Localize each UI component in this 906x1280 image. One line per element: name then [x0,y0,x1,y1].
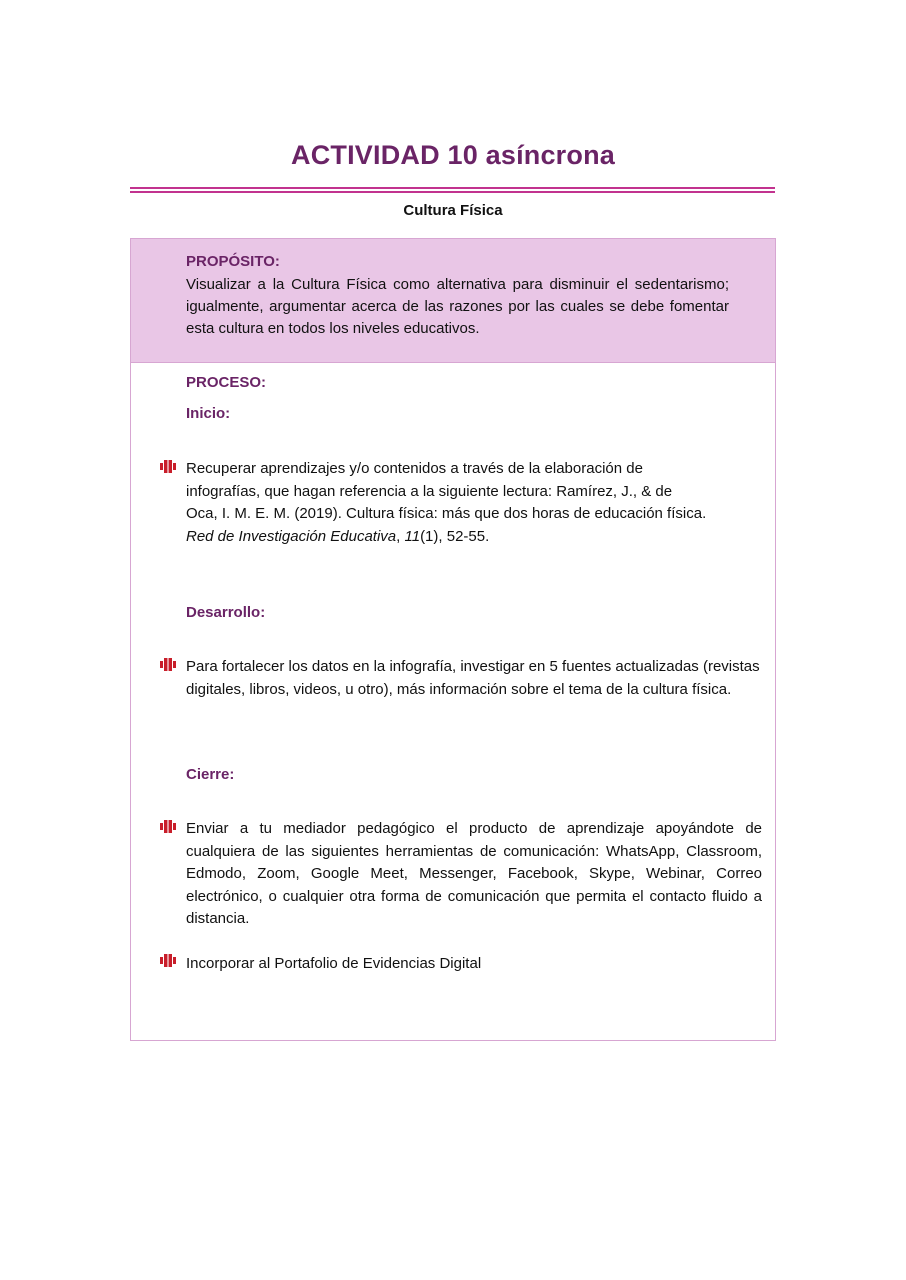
process-heading: PROCESO: [186,374,267,391]
desarrollo-item: Para fortalecer los datos en la infografía, investigar en 5 fuentes actualizadas (revistas digitales, libros, videos, u otro), más información sobre el tema de la cultura física. [186,658,760,698]
subject-title: Cultura Física [403,202,503,219]
red-bullet-icon [160,658,176,672]
citation-pages: (1), 52-55. [420,527,490,545]
journal-name: Red de Investigación Educativa [186,527,397,545]
inicio-item-line: Oca, I. M. E. M. (2019). Cultura física: más que dos horas de educación física. [186,505,707,522]
inicio-item-line: Recuperar aprendizajes y/o contenidos a través de la elaboración de [186,460,643,477]
activity-box [130,238,776,1041]
purpose-section [131,239,775,363]
inicio-item-citation [186,526,762,549]
title-divider-top [130,187,775,189]
red-bullet-icon [160,460,176,474]
page-title: ACTIVIDAD 10 asíncrona [291,140,615,170]
desarrollo-heading: Desarrollo: [186,604,266,621]
title-divider-bottom [130,191,775,193]
inicio-item-line: infografías, que hagan referencia a la siguiente lectura: Ramírez, J., & de [186,482,673,500]
purpose-text: Visualizar a la Cultura Física como alternativa para disminuir el sedentarismo; igualmente, argumentar acerca de las razones por las cuales se debe fomentar esta cultura en todos los niveles educativos. [186,276,729,337]
cierre-heading: Cierre: [186,766,235,783]
inicio-heading: Inicio: [186,405,231,422]
red-bullet-icon [160,954,176,968]
journal-volume: 11 [404,527,421,545]
inicio-item [186,458,762,548]
purpose-heading: PROPÓSITO: [186,253,280,270]
cierre-item: Enviar a tu mediador pedagógico el producto de aprendizaje apoyándote de cualquiera de las siguientes herramientas de comunicación: WhatsApp, Classroom, Edmodo, Zoom, Google Meet, Messenger, Facebook, Skype, Webinar, Correo electrónico, o cualquier otra forma de comunicación que permita el contacto fluido a distancia. [186,820,762,927]
red-bullet-icon [160,820,176,834]
cierre-item: Incorporar al Portafolio de Evidencias Digital [186,955,482,972]
citation-separator: , [396,527,405,545]
